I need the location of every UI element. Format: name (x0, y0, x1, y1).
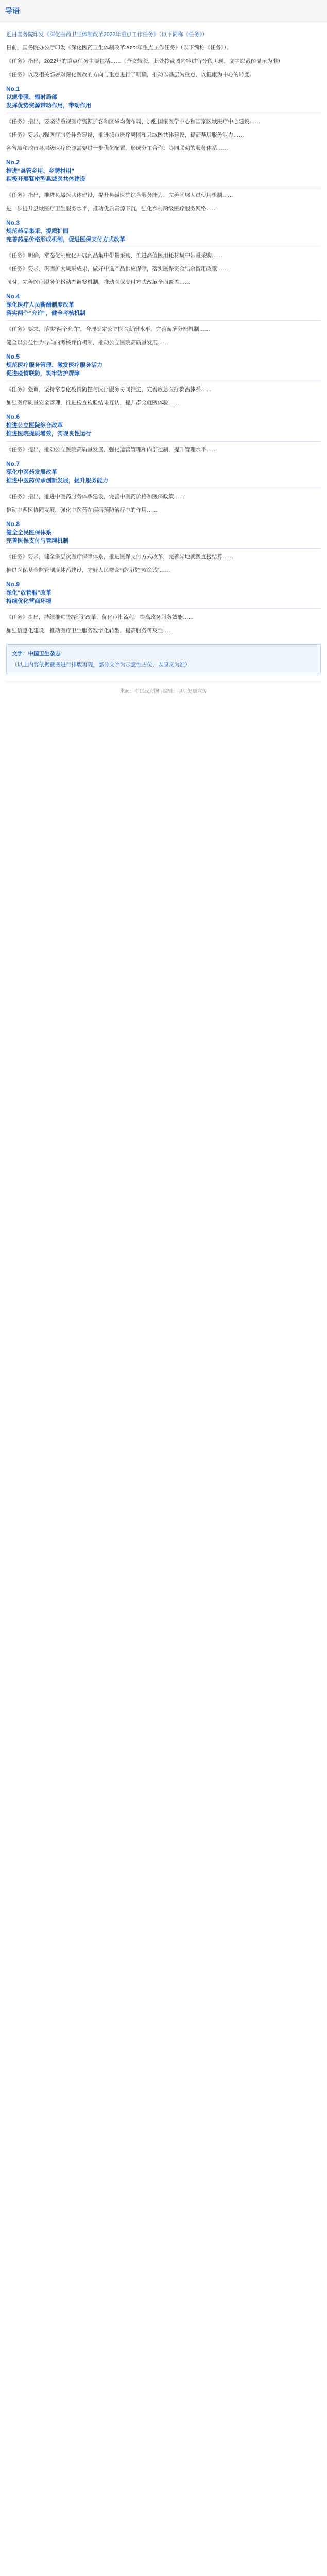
section (6, 520, 321, 574)
section-title: 规范药品集采、提质扩面 完善药品价格形成机制，促进医保支付方式改革 (6, 228, 125, 243)
section (6, 85, 321, 152)
section-title: 深化医疗人员薪酬制度改革 落实两个“允许”，健全考核机制 (6, 302, 85, 316)
section-number: No.7 (6, 460, 20, 467)
section-paragraph: 《任务》要求，健全多层次医疗保障体系，推进医保支付方式改革，完善异地就医直接结算…… (6, 554, 233, 560)
section-number: No.6 (6, 413, 20, 420)
section-title: 推进“县管乡用、乡聘村用” 积极开展紧密型县域医共体建设 (6, 168, 85, 182)
section-paragraph: 同时，完善医疗服务价格动态调整机制，推动医保支付方式改革全面覆盖…… (6, 279, 190, 285)
section-paragraph: 推动中西医协同发展，强化中医药在疾病预防治疗中的作用…… (6, 507, 158, 513)
section-number: No.9 (6, 581, 20, 588)
section-number: No.2 (6, 159, 20, 166)
section-paragraph: 《任务》明确，常态化制度化开展药品集中带量采购，推进高值医用耗材集中带量采购…… (6, 252, 222, 259)
bottom-bar (6, 682, 321, 694)
section (6, 293, 321, 347)
section (6, 413, 321, 454)
section (6, 581, 321, 635)
section-paragraph: 《任务》提出，推动公立医院高质量发展，强化运营管理和内部控制，提升管理水平…… (6, 447, 217, 453)
section-paragraph: 各省域和地市县层级医疗资源需要进一步优化配置，形成分工合作、协同联动的服务体系…… (6, 145, 228, 151)
section-number: No.4 (6, 293, 20, 300)
section-number: No.1 (6, 85, 20, 92)
article-header (0, 0, 327, 22)
section-title: 深化中医药发展改革 推进中医药传承创新发展，提升服务能力 (6, 469, 108, 484)
section (6, 219, 321, 286)
section-title: 以规带强、辐射局部 发挥优势资源带动作用，带动作用 (6, 94, 91, 109)
section-paragraph: 《任务》要求，落实“两个允许”，合理确定公立医院薪酬水平，完善薪酬分配机制…… (6, 326, 210, 332)
section-paragraph: 《任务》提出，持续推进“放管服”改革，优化审批流程，提高政务服务效能…… (6, 614, 194, 620)
bottom-text: 来源：中国政府网 | 编辑：卫生健康宣传 (119, 689, 208, 694)
intro-paragraph-1: 日前，国务院办公厅印发《深化医药卫生体制改革2022年重点工作任务》（以下简称《任务》）。 (6, 45, 232, 51)
section-paragraph: 《任务》要求，巩固扩大集采成果，做好中选产品供应保障，落实医保资金结余留用政策…… (6, 266, 228, 272)
sections (6, 85, 321, 635)
intro-paragraph-3: 《任务》以及相关部署对深化医改的方向与重点进行了明确，推动以基层为重点、以健康为中心的转变。 (6, 72, 255, 78)
article-subtitle: 近日国务院印发《深化医药卫生体制改革2022年重点工作任务》（以下简称《任务》） (6, 31, 208, 38)
section (6, 460, 321, 514)
section-divider (6, 548, 321, 549)
section (6, 353, 321, 407)
section-paragraph: 进一步提升县域医疗卫生服务水平，推动优质资源下沉，强化乡村两级医疗服务网络…… (6, 206, 217, 212)
article-title: 导语 (5, 7, 20, 15)
section-paragraph: 《任务》指出，要坚持重视医疗资源扩容和区域均衡布局，加强国家医学中心和国家区域医疗中心建设…… (6, 118, 261, 125)
section (6, 159, 321, 213)
article-content (0, 22, 327, 635)
section-number: No.3 (6, 219, 20, 226)
section-paragraph: 加强信息化建设，推动医疗卫生服务数字化转型，提高服务可及性…… (6, 628, 174, 634)
article-page (0, 0, 327, 702)
section-title: 推进公立医院综合改革 推进医院提质增效，实现良性运行 (6, 422, 91, 437)
section-paragraph: 《任务》强调，坚持常态化疫情防控与医疗服务协同推进，完善应急医疗救治体系…… (6, 386, 212, 393)
section-divider (6, 441, 321, 442)
section-paragraph: 加强医疗质量安全管理，推进检查检验结果互认，提升群众就医体验…… (6, 400, 179, 406)
section-paragraph: 推进医保基金监管制度体系建设，守好人民群众“看病钱”“救命钱”…… (6, 567, 170, 573)
footer-label: 文字：中国卫生杂志 (12, 651, 61, 657)
footer-note (6, 644, 321, 674)
section-paragraph: 《任务》指出，推进县域医共体建设，提升县级医院综合服务能力，完善基层人员使用机制…… (6, 192, 233, 198)
section-divider (6, 608, 321, 609)
section-paragraph: 健全以公益性为导向的考核评价机制，推动公立医院高质量发展…… (6, 340, 168, 346)
section-title: 规范医疗服务管理、激发医疗服务活力 促进疫情联防，筑牢防护屏障 (6, 362, 102, 377)
footer-text: （以上内容依据截图进行排版再现，部分文字为示意性占位，以原文为准） (12, 662, 191, 668)
section-paragraph: 《任务》要求加强医疗服务体系建设，推进城市医疗集团和县域医共体建设，提高基层服务能力…… (6, 132, 244, 138)
section-number: No.8 (6, 520, 20, 528)
intro-paragraph-2: 《任务》指出，2022年的重点任务主要包括……（全文较长，此处按截图内容进行分段再现，文字以截图显示为准） (6, 58, 283, 64)
section-number: No.5 (6, 353, 20, 360)
section-title: 健全全民医保体系 完善医保支付与管理机制 (6, 530, 68, 544)
section-divider (6, 320, 321, 321)
section-paragraph: 《任务》指出，推进中医药服务体系建设，完善中医药价格和医保政策…… (6, 494, 185, 500)
section-title: 深化“放管服”改革 持续优化营商环境 (6, 590, 51, 604)
